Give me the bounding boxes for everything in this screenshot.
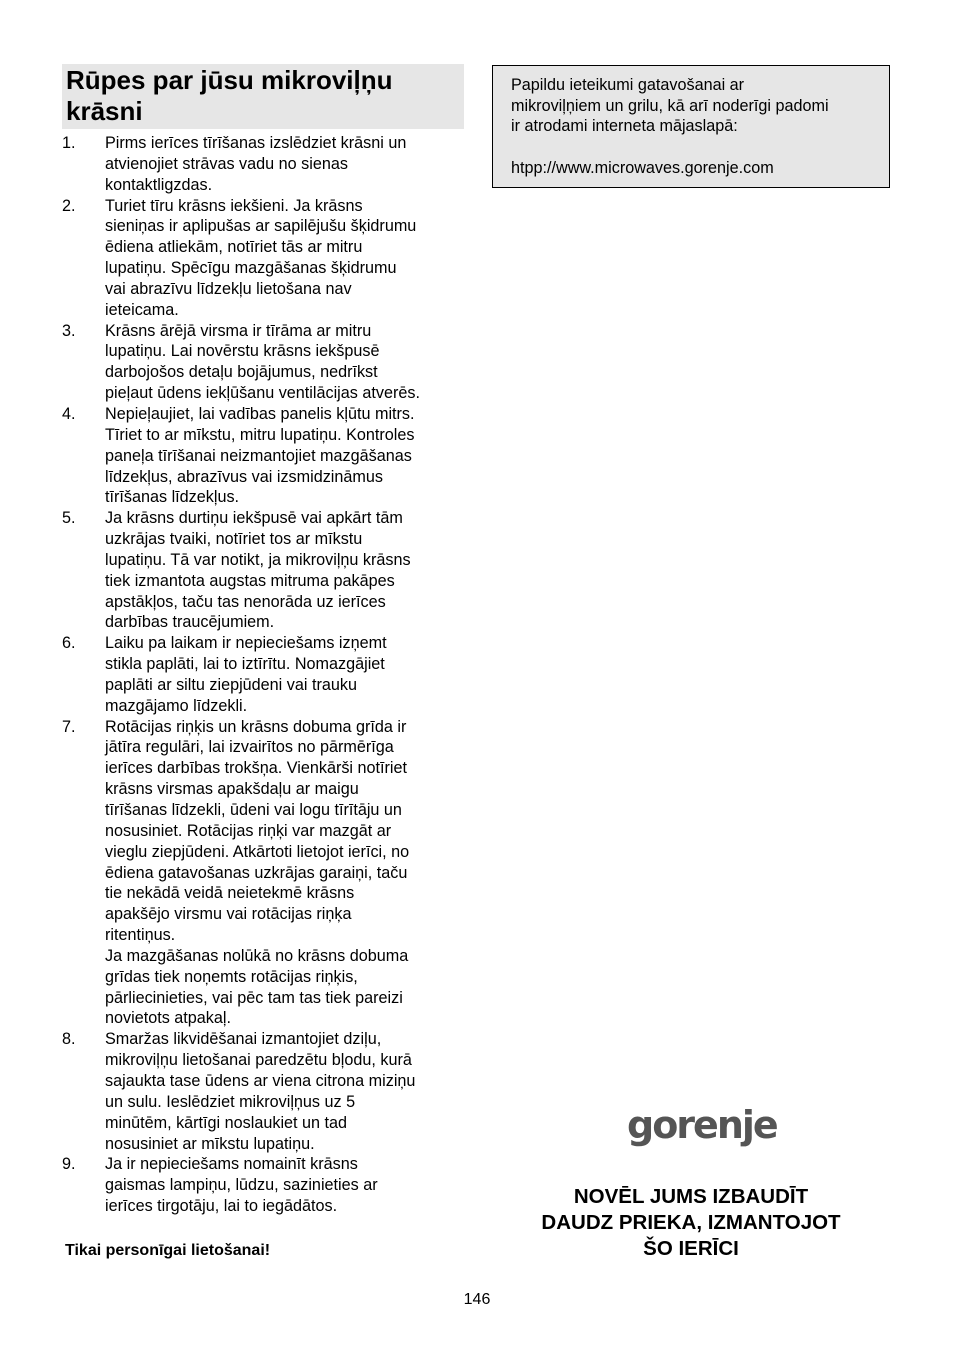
step-text-line: apstākļos, taču tas nenorāda uz ierīces (105, 592, 386, 611)
step-text (105, 133, 464, 196)
step-text-line: pārliecinieties, vai pēc tam tas tiek pareizi (105, 988, 403, 1007)
step-text-line: vai abrazīvu līdzekļu lietošana nav (105, 279, 352, 298)
step-text-line: tīrīšanas līdzekli, ūdeni vai logu tīrītāju un (105, 801, 402, 819)
list-item (62, 508, 464, 633)
step-text-line: lupatiņu. Lai novērstu krāsns iekšpusē (105, 342, 380, 361)
list-item (62, 133, 464, 196)
step-text-line: ritentiņus. (105, 926, 176, 945)
step-text-line: Turiet tīru krāsns iekšieni. Ja krāsns (105, 196, 363, 215)
step-text-line: vieglu ziepjūdeni. Atkārtoti lietojot ierīci, no (105, 842, 410, 861)
slogan-line: NOVĒL JUMS IZBAUDĪT (573, 1185, 809, 1208)
step-number: 1. (62, 134, 76, 152)
step-text (105, 508, 464, 633)
step-text (105, 1154, 464, 1217)
step-text-line: Nepieļaujiet, lai vadības panelis kļūtu mitrs. (105, 404, 415, 423)
step-text-line: ierīces tirgotāju, lai to iegādātos. (105, 1197, 338, 1216)
step-text-line: grīdas tiek noņemts rotācijas riņķis, (105, 967, 358, 986)
step-text-line: gaismas lampiņu, lūdzu, sazinieties ar (105, 1176, 378, 1195)
step-text-line: Rotācijas riņķis un krāsns dobuma grīda ir (105, 717, 407, 736)
step-text (105, 196, 464, 321)
step-text-line: tiek izmantota augstas mitruma pakāpes (105, 571, 395, 590)
list-item (62, 321, 464, 404)
list-item (62, 1029, 464, 1154)
step-number: 4. (62, 404, 76, 423)
step-number: 8. (62, 1030, 76, 1049)
care-section (62, 64, 464, 1217)
slogan-line: DAUDZ PRIEKA, IZMANTOJOT (541, 1211, 841, 1234)
step-text-line: apakšējo virsmu vai rotācijas riņķa (105, 905, 352, 924)
personal-use-note: Tikai personīgai lietošanai! (65, 1242, 271, 1259)
step-text-line: minūtēm, kārtīgi noslaukiet un tad (105, 1113, 348, 1132)
section-title (62, 64, 464, 129)
step-text-line: mazgājamo līdzekli. (105, 696, 248, 715)
care-steps-list (62, 133, 464, 1217)
step-text-line: Ja ir nepieciešams nomainīt krāsns (105, 1155, 358, 1174)
step-text-line: tie nekādā veidā neietekmē krāsns (105, 884, 355, 903)
step-text-line: ēdiena gatavošanas uzkrājas garaiņi, taču (105, 863, 408, 882)
list-item (62, 717, 464, 1030)
page-number: 146 (463, 1291, 491, 1308)
step-text-line: stikla paplāti, lai to iztīrītu. Nomazgājiet (105, 655, 385, 674)
step-text-line: ierīces darbības trokšņa. Vienkārši notīriet (105, 759, 408, 778)
step-text-line: Laiku pa laikam ir nepieciešams izņemt (105, 634, 387, 653)
step-text-line: ieteicama. (105, 300, 179, 319)
step-number: 5. (62, 509, 76, 528)
step-text-line: paplāti ar siltu ziepjūdeni vai trauku (105, 675, 357, 694)
list-item (62, 633, 464, 716)
list-item (62, 196, 464, 321)
step-text-line: un sulu. Ieslēdziet mikroviļņus uz 5 (105, 1092, 356, 1111)
step-text-line: Krāsns ārējā virsma ir tīrāma ar mitru (105, 321, 372, 340)
step-number: 7. (62, 717, 76, 736)
tips-url: htpp://www.microwaves.gorenje.com (511, 159, 774, 177)
step-text-line: tīrīšanas līdzekļus. (105, 488, 240, 507)
step-text-line: ēdiena atliekām, notīriet tās ar mitru (105, 238, 363, 257)
step-text-line: nosusiniet. Rotācijas riņķi var mazgāt ar (105, 821, 392, 840)
step-text-line: Ja krāsns durtiņu iekšpusē vai apkārt tām (105, 509, 403, 528)
step-text-line: līdzekļus, abrazīvus vai izsmidzināmus (105, 467, 383, 486)
step-number: 6. (62, 634, 76, 653)
step-text (105, 633, 464, 716)
tips-line: Papildu ieteikumi gatavošanai ar (511, 76, 745, 94)
step-text-line: Ja mazgāšanas nolūkā no krāsns dobuma (105, 946, 409, 965)
list-item (62, 404, 464, 508)
step-text (105, 717, 464, 1030)
slogan (491, 1184, 891, 1262)
step-text-line: paneļa tīrīšanai neizmantojiet mazgāšanas (105, 446, 412, 465)
step-text-line: Tīriet to ar mīkstu, mitru lupatiņu. Kontroles (105, 425, 415, 444)
gorenje-logo: gorenje (627, 1103, 777, 1147)
step-text-line: lupatiņu. Tā var notikt, ja mikroviļņu krāsns (105, 550, 411, 569)
step-text-line: darbības traucējumiem. (105, 613, 275, 632)
step-text-line: mikroviļņu lietošanai paredzētu bļodu, kurā (105, 1051, 412, 1070)
step-number: 9. (62, 1155, 76, 1174)
tips-text (511, 75, 829, 137)
step-text-line: uzkrājas tvaiki, notīriet tos ar mīkstu (105, 530, 363, 549)
step-text-line: novietots atpakaļ. (105, 1009, 231, 1028)
step-text (105, 1029, 464, 1154)
step-text-line: jātīra regulāri, lai izvairītos no pārmērīga (105, 738, 394, 757)
section-title-line: krāsni (66, 96, 143, 126)
step-text (105, 404, 464, 508)
step-text-line: pieļaut ūdens iekļūšanu ventilācijas atverēs. (105, 384, 420, 403)
section-title-line: Rūpes par jūsu mikroviļņu (66, 65, 393, 95)
step-text-line: kontaktligzdas. (105, 175, 213, 194)
step-text-line: Smaržas likvidēšanai izmantojiet dziļu, (105, 1030, 382, 1049)
list-item (62, 1154, 464, 1217)
step-text-line: lupatiņu. Spēcīgu mazgāšanas šķidrumu (105, 259, 397, 278)
tips-line: mikroviļņiem un grilu, kā arī noderīgi padomi (511, 96, 829, 115)
tips-box (492, 65, 890, 188)
step-text-line: darbojošos detaļu bojājumus, nedrīkst (105, 363, 378, 382)
step-text-line: atvienojiet strāvas vadu no sienas (105, 154, 348, 173)
tips-line: ir atrodami interneta mājaslapā: (511, 117, 738, 135)
step-number: 3. (62, 321, 76, 340)
step-text (105, 321, 464, 404)
step-text-line: Pirms ierīces tīrīšanas izslēdziet krāsni un (105, 134, 407, 152)
step-number: 2. (62, 196, 76, 215)
step-text-line: krāsns virsmas apakšdaļu ar maigu (105, 780, 359, 799)
step-text-line: sieniņas ir aplipušas ar sapilējušu šķidrumu (105, 217, 417, 236)
slogan-line: ŠO IERĪCI (643, 1237, 739, 1260)
step-text-line: sajaukta tase ūdens ar viena citrona miziņu (105, 1071, 416, 1090)
step-text-line: nosusiniet ar mīkstu lupatiņu. (105, 1134, 315, 1153)
